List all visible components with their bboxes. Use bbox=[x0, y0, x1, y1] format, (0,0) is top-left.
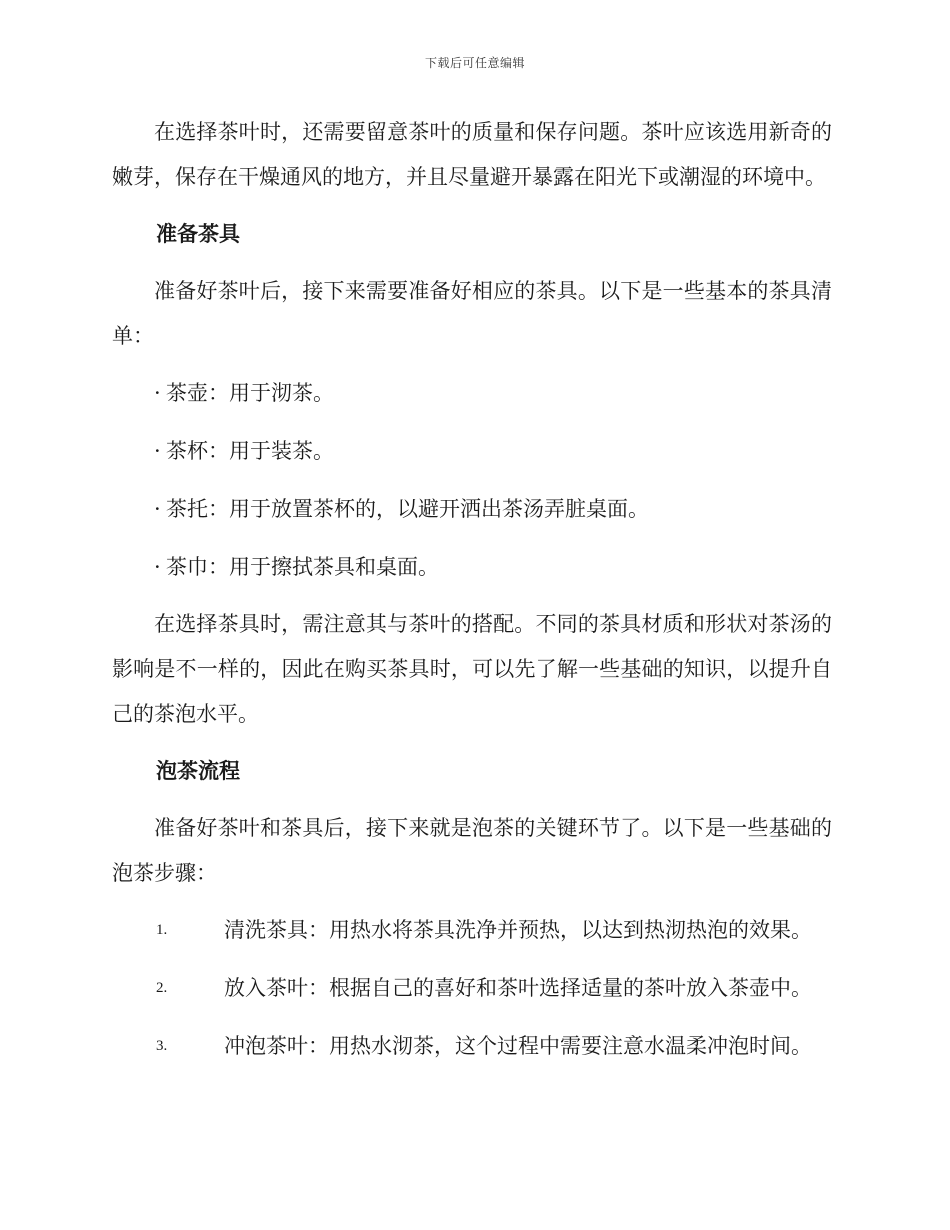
step-text: 放入茶叶：根据自己的喜好和茶叶选择适量的茶叶放入茶壶中。 bbox=[224, 976, 812, 1000]
section-heading-brewing-process: 泡茶流程 bbox=[156, 759, 240, 783]
list-item bbox=[112, 1024, 832, 1069]
brewing-steps-list bbox=[112, 908, 832, 1069]
step-number: 1. bbox=[156, 922, 168, 938]
teaware-list bbox=[112, 371, 832, 590]
list-item bbox=[112, 487, 832, 532]
page-header: 下载后可任意编辑 bbox=[424, 56, 525, 70]
bullet-marker: · bbox=[154, 555, 161, 579]
step-number: 2. bbox=[156, 980, 168, 996]
list-item bbox=[112, 966, 832, 1011]
teaware-closing-paragraph: 在选择茶具时，需注意其与茶叶的搭配。不同的茶具材质和形状对茶汤的影响是不一样的，因此在购买茶具时，可以先了解一些基础的知识，以提升自己的茶泡水平。 bbox=[112, 612, 832, 726]
document-body bbox=[112, 110, 832, 1082]
bullet-marker: · bbox=[154, 439, 161, 463]
brewing-intro-paragraph: 准备好茶叶和茶具后，接下来就是泡茶的关键环节了。以下是一些基础的泡茶步骤： bbox=[112, 816, 832, 885]
list-item-text: 茶托：用于放置茶杯的，以避开洒出茶汤弄脏桌面。 bbox=[166, 497, 649, 521]
list-item-text: 茶杯：用于装茶。 bbox=[166, 439, 334, 463]
list-item bbox=[112, 371, 832, 416]
list-item bbox=[112, 429, 832, 474]
list-item-text: 茶巾：用于擦拭茶具和桌面。 bbox=[166, 555, 439, 579]
teaware-intro-paragraph: 准备好茶叶后，接下来需要准备好相应的茶具。以下是一些基本的茶具清单： bbox=[112, 279, 832, 348]
list-item bbox=[112, 908, 832, 953]
list-item bbox=[112, 545, 832, 590]
step-number: 3. bbox=[156, 1038, 168, 1054]
bullet-marker: · bbox=[154, 381, 161, 405]
list-item-text: 茶壶：用于沏茶。 bbox=[166, 381, 334, 405]
step-text: 冲泡茶叶：用热水沏茶，这个过程中需要注意水温柔冲泡时间。 bbox=[224, 1034, 812, 1058]
bullet-marker: · bbox=[154, 497, 161, 521]
step-text: 清洗茶具：用热水将茶具洗净并预热，以达到热沏热泡的效果。 bbox=[224, 918, 812, 942]
section-heading-prepare-teaware: 准备茶具 bbox=[156, 222, 240, 246]
intro-paragraph: 在选择茶叶时，还需要留意茶叶的质量和保存问题。茶叶应该选用新奇的嫩芽，保存在干燥通风的地方，并且尽量避开暴露在阳光下或潮湿的环境中。 bbox=[112, 120, 832, 189]
